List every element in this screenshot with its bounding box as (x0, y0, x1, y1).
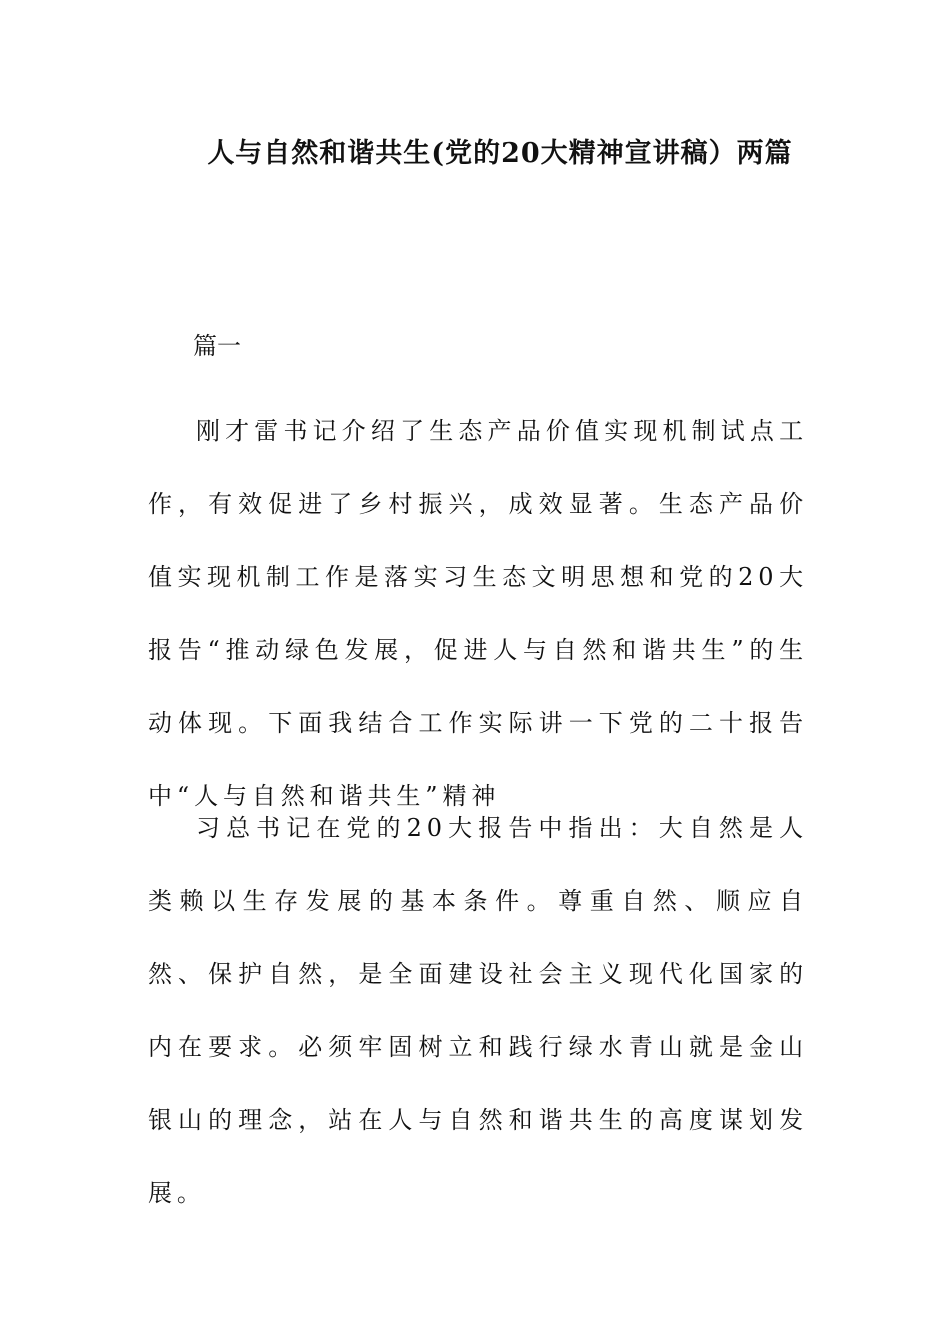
section-label: 篇一 (193, 332, 241, 360)
document-title: 人与自然和谐共生(党的20大精神宣讲稿）两篇 (207, 138, 793, 169)
body-paragraph-2: 习总书记在党的20大报告中指出：大自然是人类赖以生存发展的基本条件。尊重自然、顺应自然、保护自然，是全面建设社会主义现代化国家的内在要求。必须牢固树立和践行绿水青山就是金山银山的理念，站在人与自然和谐共生的高度谋划发展。 (148, 814, 808, 1207)
body-paragraph-1: 刚才雷书记介绍了生态产品价值实现机制试点工作，有效促进了乡村振兴，成效显著。生态产品价值实现机制工作是落实习生态文明思想和党的20大报告“推动绿色发展，促进人与自然和谐共生”的生动体现。下面我结合工作实际讲一下党的二十报告中“人与自然和谐共生”精神 (148, 417, 808, 810)
